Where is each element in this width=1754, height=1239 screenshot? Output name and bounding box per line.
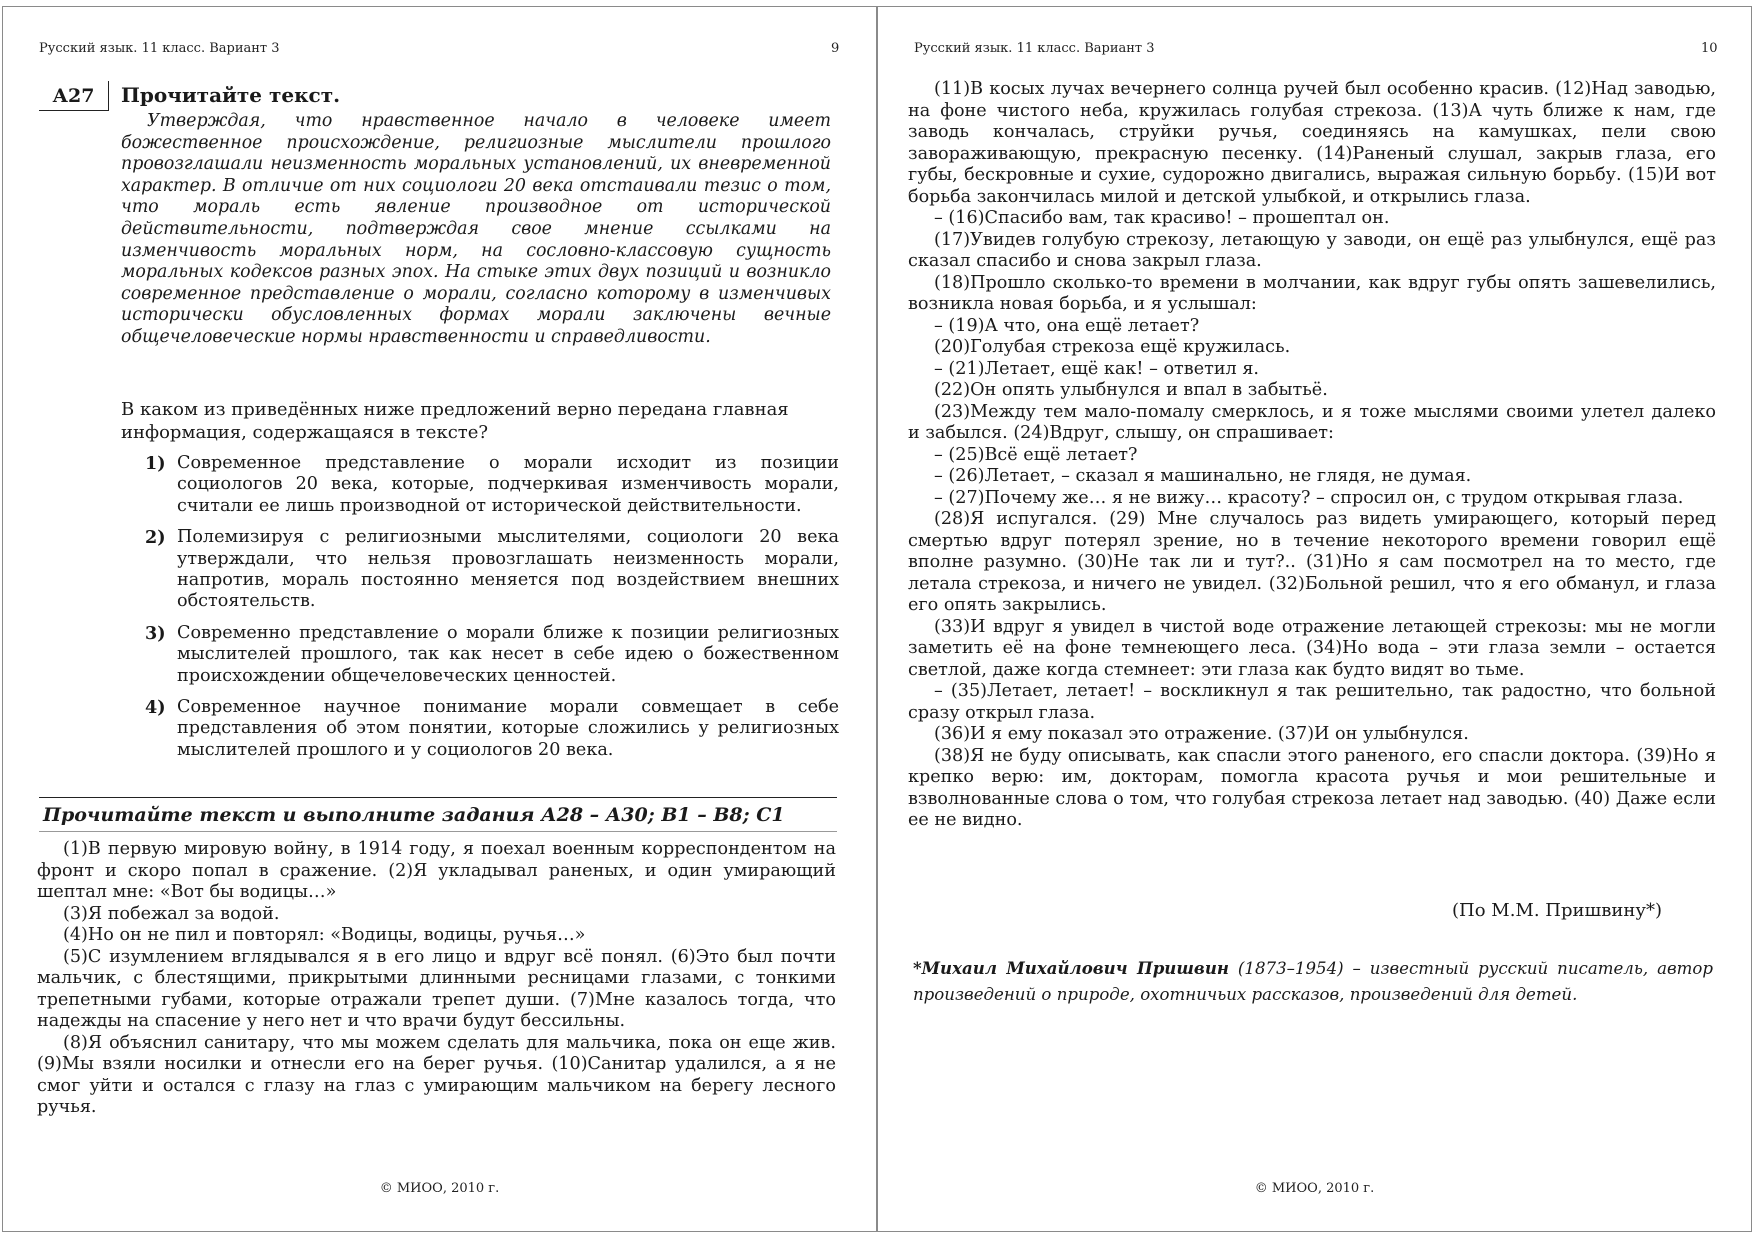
page-left xyxy=(2,6,877,1232)
story-paragraph: (1)В первую мировую войну, в 1914 году, я поехал военным корреспондентом на фронт и скоро попал в сражение. (2)Я укладывал раненых, и один умирающий шептал мне: «Вот бы водицы…» xyxy=(37,839,836,902)
story-paragraph: – (21)Летает, ещё как! – ответил я. xyxy=(934,358,1260,379)
story-paragraph: (28)Я испугался. (29) Мне случалось раз видеть умирающего, который перед смертью вдруг потерял зрение, но в течение некоторого времени говорил ещё вполне разумно. (30)Не так ли и тут?.. (31)Но я сам посмотрел на то место, где летала стрекоза, и ничего не увидел. (32)Больной решил, что я его обманул, и глаза его опять закрылись. xyxy=(908,509,1716,615)
reading-text-paragraph: Утверждая, что нравственное начало в человеке имеет божественное происхождение, религиозные мыслители прошлого провозглашали неизменность моральных установлений, их вневременной характер. В отличие от них социологи 20 века отстаивали тезис о том, что мораль есть явление производное от исторической действительности, подтверждая свое мнение ссылками на изменчивость моральных норм, на сословно-классовую сущность моральных кодексов разных эпох. На стыке этих двух позиций и возникло современное представление о морали, согласно которому в изменчивых исторически обусловленных формах морали заключены вечные общечеловеческие нормы нравственности и справедливости. xyxy=(121,111,831,347)
question-text: В каком из приведённых ниже предложений верно передана главная информация, содержащаяся в тексте? xyxy=(121,399,789,443)
option-number: 2) xyxy=(145,527,166,549)
story-paragraph: (20)Голубая стрекоза ещё кружилась. xyxy=(934,337,1291,357)
story-text-right xyxy=(908,79,1716,832)
story-paragraph: (23)Между тем мало-помалу смерклось, и я тоже мыслями своими улетел далеко и забылся. (24)Вдруг, слышу, он спрашивает: xyxy=(908,401,1716,443)
header-title: Русский язык. 11 класс. Вариант 3 xyxy=(39,41,280,56)
story-paragraph: (22)Он опять улыбнулся и впал в забытьё. xyxy=(934,380,1328,400)
option-number: 3) xyxy=(145,622,166,644)
page-number: 10 xyxy=(1701,41,1718,56)
task-title: Прочитайте текст. xyxy=(121,83,341,107)
divider xyxy=(39,831,837,832)
story-paragraph: (17)Увидев голубую стрекозу, летающую у заводи, он ещё раз улыбнулся, ещё раз сказал спасибо и снова закрыл глаза. xyxy=(908,229,1716,271)
story-paragraph: (5)С изумлением вглядывался я в его лицо и вдруг всё понял. (6)Это был почти мальчик, с блестящими, прикрытыми длинными ресницами глазами, с тонкими трепетными губами, которые отражали трепет души. (7)Мне казалось тогда, что надежды на спасение у него нет и что врачи будут бессильны. xyxy=(37,946,836,1031)
story-paragraph: (33)И вдруг я увидел в чистой воде отражение летающей стрекозы: мы не могли заметить её на фоне темнеющего леса. (34)Но вода – эти глаза земли – остается светлой, даже когда стемнеет: эти глаза как будто видят во тьме. xyxy=(908,616,1716,680)
story-paragraph: (11)В косых лучах вечернего солнца ручей был особенно красив. (12)Над заводью, на фоне чистого неба, кружилась голубая стрекоза. (13)А чуть ближе к нам, где заводь кончалась, струйки ручья, соединяясь на камушках, пели свою завораживающую, прекрасную песенку. (14)Раненый слушал, закрыв глаза, его губы, бескровные и сухие, судорожно двигались, выражая сильную борьбу. (15)И вот борьба закончилась милой и детской улыбкой, и открылись глаза. xyxy=(908,79,1716,207)
page-right xyxy=(877,6,1752,1232)
answer-options xyxy=(121,453,839,771)
option-number: 4) xyxy=(145,697,166,719)
option-text: Современное научное понимание морали совмещает в себе представления об этом понятии, которые сложились у религиозных мыслителей прошлого и у социологов 20 века. xyxy=(177,697,839,760)
story-paragraph: – (25)Всё ещё летает? xyxy=(934,444,1138,465)
page-footer: © МИОО, 2010 г. xyxy=(1254,1181,1375,1196)
story-paragraph: – (35)Летает, летает! – воскликнул я так решительно, так радостно, что больной сразу открыл глаза. xyxy=(908,681,1716,723)
reading-text xyxy=(121,111,831,349)
option-text: Современное представление о морали исходит из позиции социологов 20 века, которые, подчеркивая изменчивость морали, считали ее лишь производной от исторической действительности. xyxy=(177,453,839,516)
story-paragraph: (18)Прошло сколько-то времени в молчании, как вдруг губы опять зашевелились, возникла новая борьба, и я услышал: xyxy=(908,272,1716,314)
story-paragraph: – (16)Спасибо вам, так красиво! – прошептал он. xyxy=(934,208,1390,228)
divider xyxy=(39,797,837,798)
story-paragraph: (8)Я объяснил санитару, что мы можем сделать для мальчика, пока он еще жив. (9)Мы взяли носилки и отнесли его на берег ручья. (10)Санитар удалился, а я не смог уйти и остался с глазу на глаз с умирающим мальчиком на берегу лесного ручья. xyxy=(37,1032,836,1117)
story-paragraph: – (19)А что, она ещё летает? xyxy=(934,315,1200,336)
task-code: А27 xyxy=(39,81,109,111)
story-text-left xyxy=(37,839,836,1119)
instruction-heading: Прочитайте текст и выполните задания А28 – А30; В1 – В8; С1 xyxy=(43,804,785,826)
page-footer: © МИОО, 2010 г. xyxy=(379,1181,500,1196)
story-paragraph: – (27)Почему же… я не вижу… красоту? – спросил он, с трудом открывая глаза. xyxy=(934,487,1684,508)
option-text: Современно представление о морали ближе к позиции религиозных мыслителей прошлого, так как несет в себе идею о божественном происхождении общечеловеческих ценностей. xyxy=(177,622,839,686)
answer-option-3 xyxy=(121,623,839,687)
answer-option-2 xyxy=(121,527,839,613)
attribution: (По М.М. Пришвину*) xyxy=(1452,900,1662,921)
story-paragraph: – (26)Летает, – сказал я машинально, не глядя, не думая. xyxy=(934,466,1472,486)
footnote-author: *Михаил Михайлович Пришвин xyxy=(913,958,1229,978)
story-paragraph: (38)Я не буду описывать, как спасли этого раненого, его спасли доктора. (39)Но я крепко верю: им, докторам, помогла красота ручья и мои решительные и взволнованные слова о том, что голубая стрекоза летает над заводью. (40) Даже если ее не видно. xyxy=(908,745,1716,830)
story-paragraph: (36)И я ему показал это отражение. (37)И он улыбнулся. xyxy=(934,724,1469,744)
page-number: 9 xyxy=(831,41,840,56)
answer-option-1 xyxy=(121,453,839,517)
story-paragraph: (4)Но он не пил и повторял: «Водицы, водицы, ручья…» xyxy=(63,925,586,945)
question xyxy=(121,398,841,444)
option-text: Полемизируя с религиозными мыслителями, социологи 20 века утверждали, что нельзя провозглашать неизменность морали, напротив, мораль постоянно меняется под воздействием внешних обстоятельств. xyxy=(177,527,839,612)
footnote-text: (1873–1954) – известный русский писатель, автор произведений о природе, охотничьих рассказов, произведений для детей. xyxy=(913,959,1713,1004)
header-title: Русский язык. 11 класс. Вариант 3 xyxy=(914,41,1155,56)
answer-option-4 xyxy=(121,697,839,761)
footnote xyxy=(913,955,1713,1008)
story-paragraph: (3)Я побежал за водой. xyxy=(63,903,280,924)
option-number: 1) xyxy=(145,453,166,474)
